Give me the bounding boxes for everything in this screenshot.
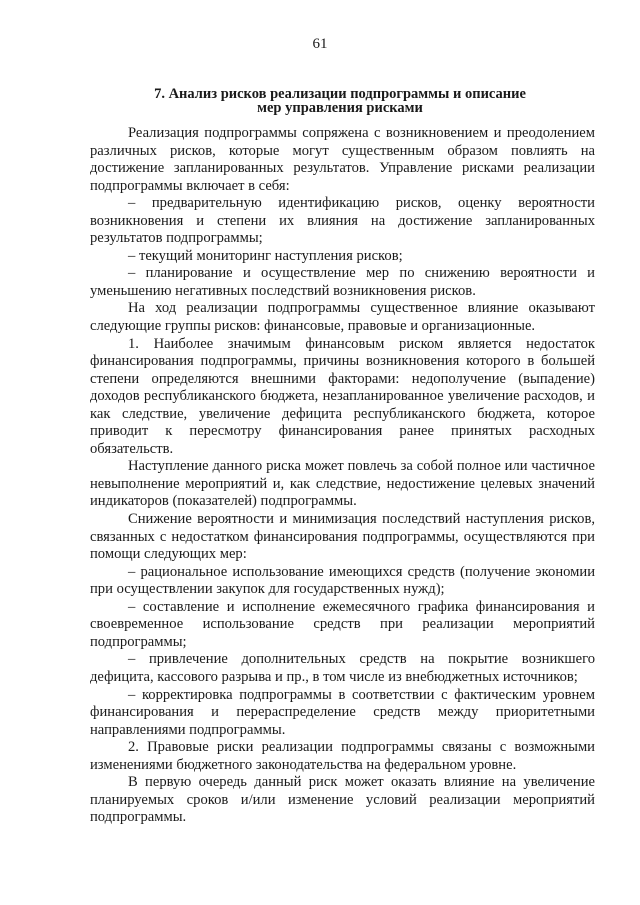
list-item-additional-funds: – привлечение дополнительных средств на покрытие возникшего дефицита, кассового разрыва и пр., в том числе из внебюджетных источников;: [90, 651, 595, 685]
paragraph-mitigation-intro: Снижение вероятности и минимизация последствий наступления рисков, связанных с недостатком финансирования подпрограммы, осуществляются при помощи следующих мер:: [90, 511, 595, 563]
list-item-schedule: – составление и исполнение ежемесячного графика финансирования и своевременное использование средств при реализации мероприятий подпрограммы;: [90, 598, 595, 650]
paragraph-legal-risk: 2. Правовые риски реализации подпрограммы связаны с возможными изменениями бюджетного законодательства на федеральном уровне.: [90, 739, 595, 773]
document-body: [90, 125, 595, 827]
paragraph-financial-risk: 1. Наиболее значимым финансовым риском является недостаток финансирования подпрограммы, причины возникновения которого в большей степени определяются внешними факторами: недополучение (выпадение) доходов республиканского бюджета, незапланированное увеличение расходов, и как следствие, увеличение дефицита республиканского бюджета, которое приводит к пересмотру финансирования ранее принятых расходных обязательств.: [90, 335, 595, 457]
list-item-planning: – планирование и осуществление мер по снижению вероятности и уменьшению негативных последствий возникновения рисков.: [90, 265, 595, 299]
list-item-identification: – предварительную идентификацию рисков, оценку вероятности возникновения и степени их влияния на достижение запланированных результатов подпрограммы;: [90, 195, 595, 247]
list-item-adjustment: – корректировка подпрограммы в соответствии с фактическим уровнем финансирования и перераспределение средств между приоритетными направлениями подпрограммы.: [90, 686, 595, 738]
list-item-monitoring: – текущий мониторинг наступления рисков;: [128, 247, 403, 264]
paragraph-legal-risk-impact: В первую очередь данный риск может оказать влияние на увеличение планируемых сроков и/или изменение условий реализации мероприятий подпрограммы.: [90, 774, 595, 826]
page-number: 61: [312, 36, 328, 52]
section-heading: [90, 87, 590, 115]
paragraph-intro: Реализация подпрограммы сопряжена с возникновением и преодолением различных рисков, которые могут существенным образом повлиять на достижение запланированных результатов. Управление рисками реализации подпрограммы включает в себя:: [90, 125, 595, 194]
list-item-rational-use: – рациональное использование имеющихся средств (получение экономии при осуществлении закупок для государственных нужд);: [90, 563, 595, 598]
section-heading-line-1: 7. Анализ рисков реализации подпрограммы и описание: [154, 86, 526, 102]
paragraph-risk-groups: На ход реализации подпрограммы существенное влияние оказывают следующие группы рисков: финансовые, правовые и организационные.: [90, 300, 595, 335]
section-heading-line-2: мер управления рисками: [257, 100, 423, 116]
paragraph-risk-consequences: Наступление данного риска может повлечь за собой полное или частичное невыполнение мероприятий и, как следствие, недостижение целевых значений индикаторов (показателей) подпрограммы.: [90, 458, 595, 510]
